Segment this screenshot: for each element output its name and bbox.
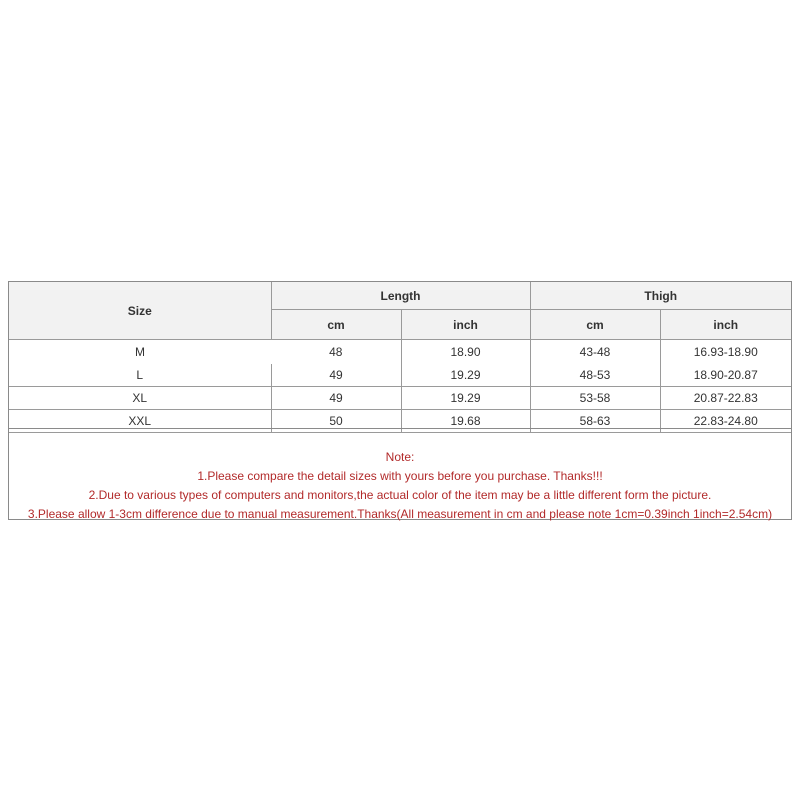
thigh-inch-cell: 20.87-22.83 (660, 387, 791, 410)
table-row-m (9, 340, 791, 365)
length-cm-cell: 50 (271, 410, 401, 433)
size-table (9, 282, 791, 433)
length-cm-cell: 49 (271, 387, 401, 410)
thigh-inch-cell: 16.93-18.90 (693, 345, 758, 359)
length-inch-cell: 19.68 (401, 410, 530, 433)
size-cell: L (9, 364, 271, 387)
thigh-cm-cell: 43-48 (530, 340, 660, 365)
length-cm-cell: 48 (271, 340, 401, 365)
thigh-cm-header: cm (530, 310, 660, 340)
size-cell: XL (9, 387, 271, 410)
length-cm-header: cm (271, 310, 401, 340)
notes-section (9, 428, 791, 524)
size-chart (8, 281, 792, 520)
length-cm-cell: 49 (271, 364, 401, 387)
note-title: Note: (385, 450, 415, 464)
length-inch-cell: 18.90 (401, 340, 530, 365)
length-inch-cell: 19.29 (401, 387, 530, 410)
thigh-cm-cell: 48-53 (530, 364, 660, 387)
thigh-inch-header: inch (660, 310, 791, 340)
thigh-inch-cell: 18.90-20.87 (660, 364, 791, 387)
length-inch-header: inch (401, 310, 530, 340)
thigh-cm-cell: 53-58 (530, 387, 660, 410)
length-header: Length (271, 282, 530, 310)
note-line-3: 3.Please allow 1-3cm difference due to manual measurement.Thanks(All measurement in cm and please note 1cm=0.39inch 1inch=2.54cm) (27, 507, 773, 521)
size-cell: XXL (9, 410, 271, 433)
thigh-header: Thigh (530, 282, 791, 310)
thigh-inch-cell: 22.83-24.80 (660, 410, 791, 433)
note-line-1: 1.Please compare the detail sizes with yours before you purchase. Thanks!!! (197, 469, 603, 483)
table-row-l (9, 364, 791, 387)
length-inch-cell: 19.29 (401, 364, 530, 387)
table-row-xl (9, 387, 791, 410)
size-cell: M (135, 345, 145, 359)
size-column-header: Size (9, 282, 271, 340)
note-line-2: 2.Due to various types of computers and monitors,the actual color of the item may be a little different form the picture. (88, 488, 712, 502)
thigh-cm-cell: 58-63 (530, 410, 660, 433)
